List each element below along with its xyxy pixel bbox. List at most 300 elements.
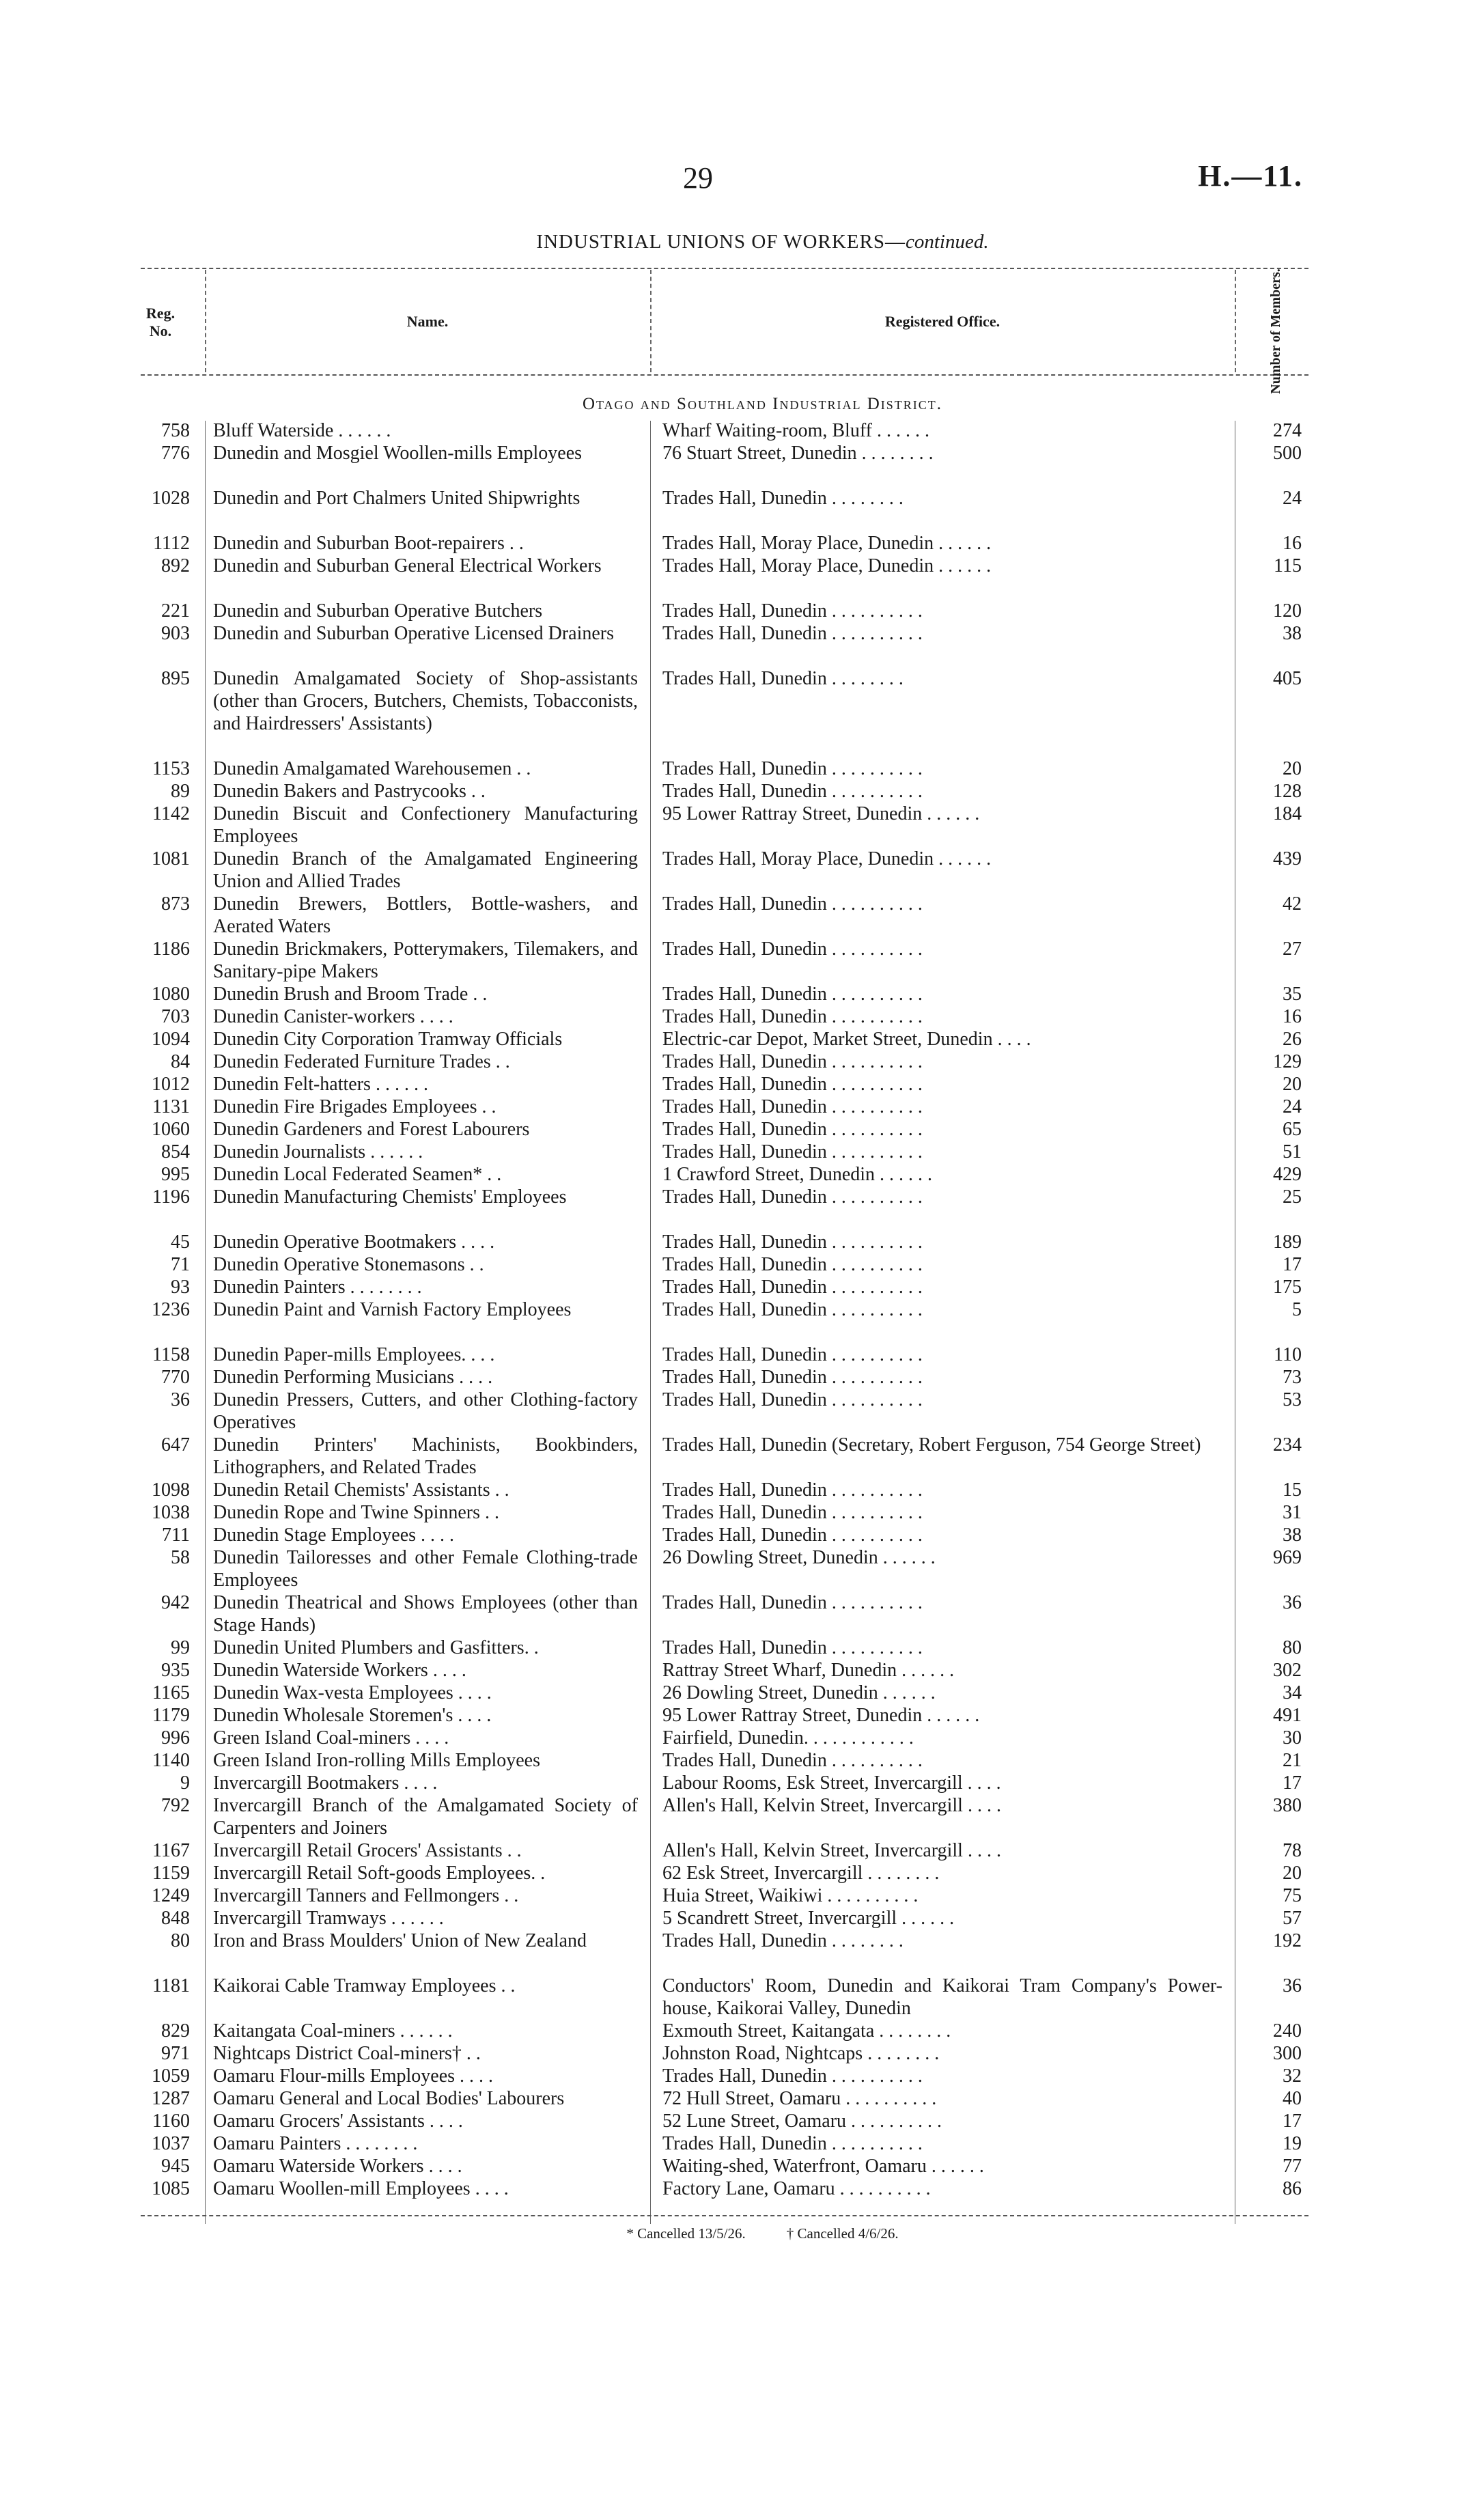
registered-office: Trades Hall, Dunedin . . . . . . . . . . (662, 2065, 923, 2087)
member-count: 380 (1273, 1795, 1302, 1816)
member-count: 27 (1283, 938, 1302, 960)
registered-office: Labour Rooms, Esk Street, Invercargill . . . . (662, 1772, 1001, 1794)
table-row (0, 1839, 1484, 1862)
footnote-cancelled-nightcaps: † Cancelled 4/6/26. (786, 2225, 899, 2242)
member-count: 17 (1283, 1772, 1302, 1794)
table-row (0, 1659, 1484, 1682)
reg-no: 792 (161, 1795, 190, 1816)
union-name: Oamaru Flour-mills Employees . . . . (213, 2065, 494, 2087)
column-header-office: Registered Office. (884, 313, 1000, 330)
registered-office: Trades Hall, Dunedin (Secretary, Robert Ferguson, 754 George Street) (662, 1434, 1201, 1456)
table-row (0, 1005, 1484, 1028)
union-name: Dunedin Paper-mills Employees. . . . (213, 1344, 495, 1365)
reg-no: 895 (161, 668, 190, 689)
member-count: 38 (1283, 1524, 1302, 1546)
table-row (0, 780, 1484, 803)
registered-office: Trades Hall, Dunedin . . . . . . . . . . (662, 1592, 923, 1613)
union-name: Dunedin United Plumbers and Gasfitters. . (213, 1637, 539, 1658)
reg-no: 45 (171, 1231, 190, 1253)
registered-office: Trades Hall, Dunedin . . . . . . . . . . (662, 1277, 923, 1298)
union-name: Dunedin Journalists . . . . . . (213, 1141, 423, 1162)
table-row (0, 1794, 1484, 1839)
registered-office: Trades Hall, Dunedin . . . . . . . . . . (662, 1074, 923, 1095)
table-row (0, 532, 1484, 555)
union-name: Dunedin Wax-vesta Employees . . . . (213, 1682, 492, 1703)
registered-office: 5 Scandrett Street, Invercargill . . . . . . (662, 1908, 955, 1929)
registered-office: Trades Hall, Dunedin . . . . . . . . . . (662, 938, 923, 960)
member-count: 34 (1283, 1682, 1302, 1703)
member-count: 439 (1273, 848, 1302, 869)
table-row (0, 1930, 1484, 1975)
reg-no: 1287 (152, 2088, 190, 2109)
table-row (0, 419, 1484, 442)
union-name: Oamaru General and Local Bodies' Labourers (213, 2088, 565, 2109)
table-row (0, 442, 1484, 487)
member-count: 5 (1292, 1299, 1302, 1320)
table-row (0, 983, 1484, 1005)
reg-no: 1028 (152, 488, 190, 509)
union-name: Dunedin Manufacturing Chemists' Employees (213, 1186, 567, 1208)
footnote-cancelled-seamen: * Cancelled 13/5/26. (626, 2225, 746, 2242)
member-count: 42 (1283, 893, 1302, 915)
reg-no: 1038 (152, 1502, 190, 1523)
reg-no: 1037 (152, 2133, 190, 2154)
member-count: 110 (1274, 1344, 1302, 1365)
union-name: Oamaru Grocers' Assistants . . . . (213, 2111, 463, 2132)
member-count: 31 (1283, 1502, 1302, 1523)
table-row (0, 1389, 1484, 1434)
registered-office: Trades Hall, Moray Place, Dunedin . . . . . . (662, 533, 992, 554)
table-row (0, 803, 1484, 848)
member-count: 30 (1283, 1727, 1302, 1749)
table-row (0, 1343, 1484, 1366)
table-row (0, 1546, 1484, 1591)
reg-no: 1167 (152, 1840, 190, 1861)
table-row (0, 1862, 1484, 1884)
union-name: Dunedin Local Federated Seamen* . . (213, 1164, 502, 1185)
table-row (0, 1524, 1484, 1546)
reg-no: 1081 (152, 848, 190, 869)
reg-no: 971 (161, 2043, 190, 2064)
table-row (0, 1434, 1484, 1479)
member-count: 17 (1283, 2111, 1302, 2132)
registered-office: Trades Hall, Dunedin . . . . . . . . . . (662, 1750, 923, 1771)
union-name: Dunedin Pressers, Cutters, and other Clothing-factory Operatives (213, 1389, 638, 1433)
member-count: 53 (1283, 1389, 1302, 1410)
reg-no: 996 (161, 1727, 190, 1749)
union-name: Dunedin and Mosgiel Woollen-mills Employees (213, 443, 583, 464)
member-count: 24 (1283, 1096, 1302, 1117)
union-name: Dunedin and Suburban Operative Licensed Drainers (213, 623, 615, 644)
table-row (0, 2110, 1484, 2132)
table-row (0, 1028, 1484, 1050)
reg-no: 1181 (152, 1975, 190, 1996)
reg-no: 1140 (152, 1750, 190, 1771)
union-name: Invercargill Tramways . . . . . . (213, 1908, 444, 1929)
reg-no: 1142 (152, 803, 190, 824)
table-row (0, 1501, 1484, 1524)
table-row (0, 1141, 1484, 1163)
member-count: 40 (1283, 2088, 1302, 2109)
union-name: Dunedin Paint and Varnish Factory Employees (213, 1299, 572, 1320)
column-header-name: Name. (406, 313, 449, 330)
reg-no: 1165 (152, 1682, 190, 1703)
union-name: Kaikorai Cable Tramway Employees . . (213, 1975, 516, 1996)
table-row (0, 1118, 1484, 1141)
member-count: 80 (1283, 1637, 1302, 1658)
registered-office: Trades Hall, Dunedin . . . . . . . . . . (662, 1051, 923, 1072)
reg-no: 1059 (152, 2065, 190, 2087)
member-count: 78 (1283, 1840, 1302, 1861)
table-row (0, 1366, 1484, 1389)
union-name: Dunedin and Suburban Boot-repairers . . (213, 533, 524, 554)
member-count: 274 (1273, 420, 1302, 441)
reg-no: 80 (171, 1930, 190, 1951)
registered-office: Trades Hall, Dunedin . . . . . . . . . . (662, 1006, 923, 1027)
table-row (0, 1231, 1484, 1253)
registered-office: Trades Hall, Dunedin . . . . . . . . (662, 488, 904, 509)
column-header-reg: Reg. No. (145, 305, 176, 339)
district-heading: Otago and Southland Industrial District. (582, 395, 943, 413)
member-count: 20 (1283, 1863, 1302, 1884)
union-name: Oamaru Painters . . . . . . . . (213, 2133, 418, 2154)
union-name: Dunedin Operative Bootmakers . . . . (213, 1231, 495, 1253)
member-count: 300 (1273, 2043, 1302, 2064)
member-count: 38 (1283, 623, 1302, 644)
table-row (0, 848, 1484, 893)
table-row (0, 2065, 1484, 2087)
registered-office: Trades Hall, Dunedin . . . . . . . . . . (662, 1186, 923, 1208)
member-count: 32 (1283, 2065, 1302, 2087)
registered-office: Trades Hall, Moray Place, Dunedin . . . . . . (662, 555, 992, 576)
member-count: 16 (1283, 533, 1302, 554)
reg-no: 1112 (153, 533, 190, 554)
table-row (0, 1884, 1484, 1907)
table-row (0, 1907, 1484, 1930)
reg-no: 770 (161, 1367, 190, 1388)
reg-no: 848 (161, 1908, 190, 1929)
reg-no: 758 (161, 420, 190, 441)
reg-no: 711 (162, 1524, 190, 1546)
table-row (0, 667, 1484, 757)
table-row (0, 2132, 1484, 2155)
member-count: 234 (1273, 1434, 1302, 1456)
table-row (0, 600, 1484, 622)
reg-no: 995 (161, 1164, 190, 1185)
registered-office: Trades Hall, Dunedin . . . . . . . . . . (662, 1096, 923, 1117)
registered-office: Trades Hall, Dunedin . . . . . . . . . . (662, 1141, 923, 1162)
reg-no: 1159 (152, 1863, 190, 1884)
reg-no: 776 (161, 443, 190, 464)
table-row (0, 1975, 1484, 2020)
reg-no: 36 (171, 1389, 190, 1410)
member-count: 969 (1273, 1547, 1302, 1568)
union-name: Dunedin Painters . . . . . . . . (213, 1277, 422, 1298)
registered-office: Trades Hall, Dunedin . . . . . . . . . . (662, 1254, 923, 1275)
registered-office: Trades Hall, Dunedin . . . . . . . . . . (662, 1637, 923, 1658)
table-header-rule (141, 374, 1308, 376)
table-row (0, 622, 1484, 667)
member-count: 129 (1273, 1051, 1302, 1072)
table-bottom-rule (141, 2215, 1308, 2216)
reg-no: 1131 (152, 1096, 190, 1117)
union-name: Dunedin Stage Employees . . . . (213, 1524, 455, 1546)
reg-no: 99 (171, 1637, 190, 1658)
member-count: 57 (1283, 1908, 1302, 1929)
reg-no: 1158 (152, 1344, 190, 1365)
union-name: Dunedin Printers' Machinists, Bookbinders, Lithographers, and Related Trades (213, 1434, 638, 1478)
union-name: Dunedin Branch of the Amalgamated Engineering Union and Allied Trades (213, 848, 638, 892)
union-name: Nightcaps District Coal-miners† . . (213, 2043, 481, 2064)
member-count: 51 (1283, 1141, 1302, 1162)
member-count: 35 (1283, 984, 1302, 1005)
registered-office: Trades Hall, Dunedin . . . . . . . . . . (662, 1389, 923, 1410)
reg-no: 873 (161, 893, 190, 915)
union-name: Dunedin Biscuit and Confectionery Manufacturing Employees (213, 803, 638, 847)
reg-no: 829 (161, 2020, 190, 2042)
member-count: 86 (1283, 2178, 1302, 2199)
table-row (0, 2155, 1484, 2177)
member-count: 184 (1273, 803, 1302, 824)
member-count: 75 (1283, 1885, 1302, 1906)
table-row (0, 757, 1484, 780)
registered-office: Rattray Street Wharf, Dunedin . . . . . . (662, 1660, 955, 1681)
registered-office: Trades Hall, Dunedin . . . . . . . . . . (662, 1231, 923, 1253)
title-continued: continued. (905, 231, 989, 253)
reg-no: 703 (161, 1006, 190, 1027)
member-count: 20 (1283, 758, 1302, 779)
registered-office: 62 Esk Street, Invercargill . . . . . . . . (662, 1863, 940, 1884)
member-count: 175 (1273, 1277, 1302, 1298)
table-row (0, 1704, 1484, 1727)
union-name: Dunedin Rope and Twine Spinners . . (213, 1502, 500, 1523)
reg-no: 892 (161, 555, 190, 576)
reg-no: 89 (171, 781, 190, 802)
member-count: 500 (1273, 443, 1302, 464)
reg-no: 1196 (152, 1186, 190, 1208)
reg-no: 84 (171, 1051, 190, 1072)
reg-no: 1153 (152, 758, 190, 779)
registered-office: 1 Crawford Street, Dunedin . . . . . . (662, 1164, 933, 1185)
table-row (0, 893, 1484, 938)
registered-office: Trades Hall, Dunedin . . . . . . . . . . (662, 1502, 923, 1523)
registered-office: Fairfield, Dunedin. . . . . . . . . . . . (662, 1727, 914, 1749)
registered-office: Allen's Hall, Kelvin Street, Invercargill . . . . (662, 1795, 1001, 1816)
registered-office: 95 Lower Rattray Street, Dunedin . . . . . . (662, 803, 980, 824)
table-row (0, 1050, 1484, 1073)
registered-office: Trades Hall, Dunedin . . . . . . . . . . (662, 984, 923, 1005)
member-count: 73 (1283, 1367, 1302, 1388)
member-count: 128 (1273, 781, 1302, 802)
union-name: Dunedin Gardeners and Forest Labourers (213, 1119, 530, 1140)
table-row (0, 2087, 1484, 2110)
registered-office: Trades Hall, Dunedin . . . . . . . . . . (662, 1524, 923, 1546)
registered-office: Trades Hall, Dunedin . . . . . . . . . . (662, 781, 923, 802)
member-count: 302 (1273, 1660, 1302, 1681)
table-row (0, 938, 1484, 983)
union-name: Dunedin Canister-workers . . . . (213, 1006, 453, 1027)
union-name: Dunedin Retail Chemists' Assistants . . (213, 1479, 509, 1501)
table-row (0, 1073, 1484, 1096)
reg-no: 58 (171, 1547, 190, 1568)
registered-office: 26 Dowling Street, Dunedin . . . . . . (662, 1547, 936, 1568)
union-name: Dunedin Performing Musicians . . . . (213, 1367, 493, 1388)
table-row (0, 1253, 1484, 1276)
registered-office: Conductors' Room, Dunedin and Kaikorai Tram Company's Power-house, Kaikorai Valley, Dunedin (662, 1975, 1222, 2019)
registered-office: 76 Stuart Street, Dunedin . . . . . . . . (662, 443, 934, 464)
document-code: H.—11. (1198, 159, 1303, 193)
member-count: 120 (1273, 600, 1302, 622)
table-row (0, 2042, 1484, 2065)
union-name: Dunedin Brickmakers, Potterymakers, Tilemakers, and Sanitary-pipe Makers (213, 938, 638, 982)
union-name: Dunedin Operative Stonemasons . . (213, 1254, 484, 1275)
reg-no: 1060 (152, 1119, 190, 1140)
reg-no: 1236 (152, 1299, 190, 1320)
table-row (0, 1637, 1484, 1659)
title-main: INDUSTRIAL UNIONS OF WORKERS— (536, 231, 906, 253)
table-row (0, 2020, 1484, 2042)
member-count: 192 (1273, 1930, 1302, 1951)
union-name: Dunedin Brush and Broom Trade . . (213, 984, 488, 1005)
registered-office: Electric-car Depot, Market Street, Dunedin . . . . (662, 1029, 1031, 1050)
member-count: 240 (1273, 2020, 1302, 2042)
union-name: Dunedin and Port Chalmers United Shipwrights (213, 488, 580, 509)
union-name: Kaitangata Coal-miners . . . . . . (213, 2020, 453, 2042)
table-row (0, 1682, 1484, 1704)
reg-no: 1012 (152, 1074, 190, 1095)
union-name: Dunedin and Suburban General Electrical Workers (213, 555, 602, 576)
registered-office: Huia Street, Waikiwi . . . . . . . . . . (662, 1885, 919, 1906)
member-count: 19 (1283, 2133, 1302, 2154)
union-name: Green Island Iron-rolling Mills Employees (213, 1750, 541, 1771)
union-name: Oamaru Waterside Workers . . . . (213, 2156, 462, 2177)
union-name: Invercargill Tanners and Fellmongers . . (213, 1885, 519, 1906)
reg-no: 1186 (152, 938, 190, 960)
registered-office: Trades Hall, Dunedin . . . . . . . . . . (662, 1344, 923, 1365)
registered-office: Trades Hall, Dunedin . . . . . . . . (662, 668, 904, 689)
registered-office: Wharf Waiting-room, Bluff . . . . . . (662, 420, 929, 441)
union-name: Iron and Brass Moulders' Union of New Zealand (213, 1930, 587, 1951)
member-count: 26 (1283, 1029, 1302, 1050)
reg-no: 647 (161, 1434, 190, 1456)
registered-office: Trades Hall, Moray Place, Dunedin . . . . . . (662, 848, 992, 869)
member-count: 24 (1283, 488, 1302, 509)
registered-office: Trades Hall, Dunedin . . . . . . . . . . (662, 1119, 923, 1140)
reg-no: 1249 (152, 1885, 190, 1906)
table-row (0, 1163, 1484, 1186)
reg-no: 1160 (152, 2111, 190, 2132)
table-body (0, 419, 1484, 2200)
column-header-members: Number of Members. (1268, 268, 1283, 394)
registered-office: 72 Hull Street, Oamaru . . . . . . . . . . (662, 2088, 937, 2109)
table-top-rule (141, 268, 1308, 269)
registered-office: 95 Lower Rattray Street, Dunedin . . . . . . (662, 1705, 980, 1726)
union-name: Dunedin Amalgamated Warehousemen . . (213, 758, 531, 779)
union-name: Dunedin Tailoresses and other Female Clothing-trade Employees (213, 1547, 638, 1591)
member-count: 115 (1274, 555, 1302, 576)
reg-no: 71 (171, 1254, 190, 1275)
member-count: 16 (1283, 1006, 1302, 1027)
member-count: 15 (1283, 1479, 1302, 1501)
reg-no: 1085 (152, 2178, 190, 2199)
registered-office: Johnston Road, Nightcaps . . . . . . . . (662, 2043, 940, 2064)
union-name: Invercargill Retail Grocers' Assistants . . (213, 1840, 522, 1861)
union-name: Invercargill Bootmakers . . . . (213, 1772, 438, 1794)
reg-no: 93 (171, 1277, 190, 1298)
table-row (0, 1591, 1484, 1637)
union-name: Oamaru Woollen-mill Employees . . . . (213, 2178, 509, 2199)
page-number: 29 (683, 161, 713, 195)
union-name: Bluff Waterside . . . . . . (213, 420, 391, 441)
reg-no: 9 (180, 1772, 190, 1794)
table-row (0, 1772, 1484, 1794)
union-name: Dunedin Brewers, Bottlers, Bottle-washers, and Aerated Waters (213, 893, 638, 937)
registered-office: Trades Hall, Dunedin . . . . . . . . . . (662, 623, 923, 644)
registered-office: 52 Lune Street, Oamaru . . . . . . . . . . (662, 2111, 942, 2132)
table-row (0, 1298, 1484, 1343)
member-count: 405 (1273, 668, 1302, 689)
union-name: Dunedin Amalgamated Society of Shop-assistants (other than Grocers, Butchers, Chemists, Tobacconists, and Hairdressers' Assistants) (213, 668, 638, 734)
table-row (0, 1186, 1484, 1231)
member-count: 491 (1273, 1705, 1302, 1726)
table-row (0, 555, 1484, 600)
table-row (0, 1096, 1484, 1118)
registered-office: Trades Hall, Dunedin . . . . . . . . . . (662, 758, 923, 779)
reg-no: 221 (161, 600, 190, 622)
member-count: 21 (1283, 1750, 1302, 1771)
registered-office: Trades Hall, Dunedin . . . . . . . . . . (662, 893, 923, 915)
registered-office: Trades Hall, Dunedin . . . . . . . . (662, 1930, 904, 1951)
registered-office: Trades Hall, Dunedin . . . . . . . . . . (662, 1299, 923, 1320)
member-count: 20 (1283, 1074, 1302, 1095)
page-title (0, 231, 1484, 253)
table-row (0, 2177, 1484, 2200)
member-count: 36 (1283, 1975, 1302, 1996)
table-row (0, 1727, 1484, 1749)
union-name: Green Island Coal-miners . . . . (213, 1727, 449, 1749)
reg-no: 1098 (152, 1479, 190, 1501)
registered-office: Factory Lane, Oamaru . . . . . . . . . . (662, 2178, 931, 2199)
registered-office: Trades Hall, Dunedin . . . . . . . . . . (662, 1479, 923, 1501)
union-name: Invercargill Retail Soft-goods Employees. . (213, 1863, 546, 1884)
reg-no: 1094 (152, 1029, 190, 1050)
union-name: Dunedin City Corporation Tramway Officials (213, 1029, 563, 1050)
footnotes (0, 2225, 1484, 2242)
union-name: Dunedin Fire Brigades Employees . . (213, 1096, 496, 1117)
member-count: 36 (1283, 1592, 1302, 1613)
union-name: Dunedin Felt-hatters . . . . . . (213, 1074, 428, 1095)
member-count: 25 (1283, 1186, 1302, 1208)
reg-no: 935 (161, 1660, 190, 1681)
union-name: Dunedin Theatrical and Shows Employees (other than Stage Hands) (213, 1592, 638, 1636)
union-name: Dunedin Bakers and Pastrycooks . . (213, 781, 486, 802)
header-sep-3 (1235, 270, 1236, 372)
reg-no: 854 (161, 1141, 190, 1162)
member-count: 77 (1283, 2156, 1302, 2177)
registered-office: Exmouth Street, Kaitangata . . . . . . . . (662, 2020, 951, 2042)
union-name: Dunedin Wholesale Storemen's . . . . (213, 1705, 492, 1726)
reg-no: 1179 (152, 1705, 190, 1726)
registered-office: Allen's Hall, Kelvin Street, Invercargill . . . . (662, 1840, 1001, 1861)
member-count: 17 (1283, 1254, 1302, 1275)
registered-office: Trades Hall, Dunedin . . . . . . . . . . (662, 1367, 923, 1388)
member-count: 429 (1273, 1164, 1302, 1185)
union-name: Dunedin Waterside Workers . . . . (213, 1660, 466, 1681)
table-row (0, 487, 1484, 532)
registered-office: 26 Dowling Street, Dunedin . . . . . . (662, 1682, 936, 1703)
table-row (0, 1479, 1484, 1501)
table-row (0, 1276, 1484, 1298)
